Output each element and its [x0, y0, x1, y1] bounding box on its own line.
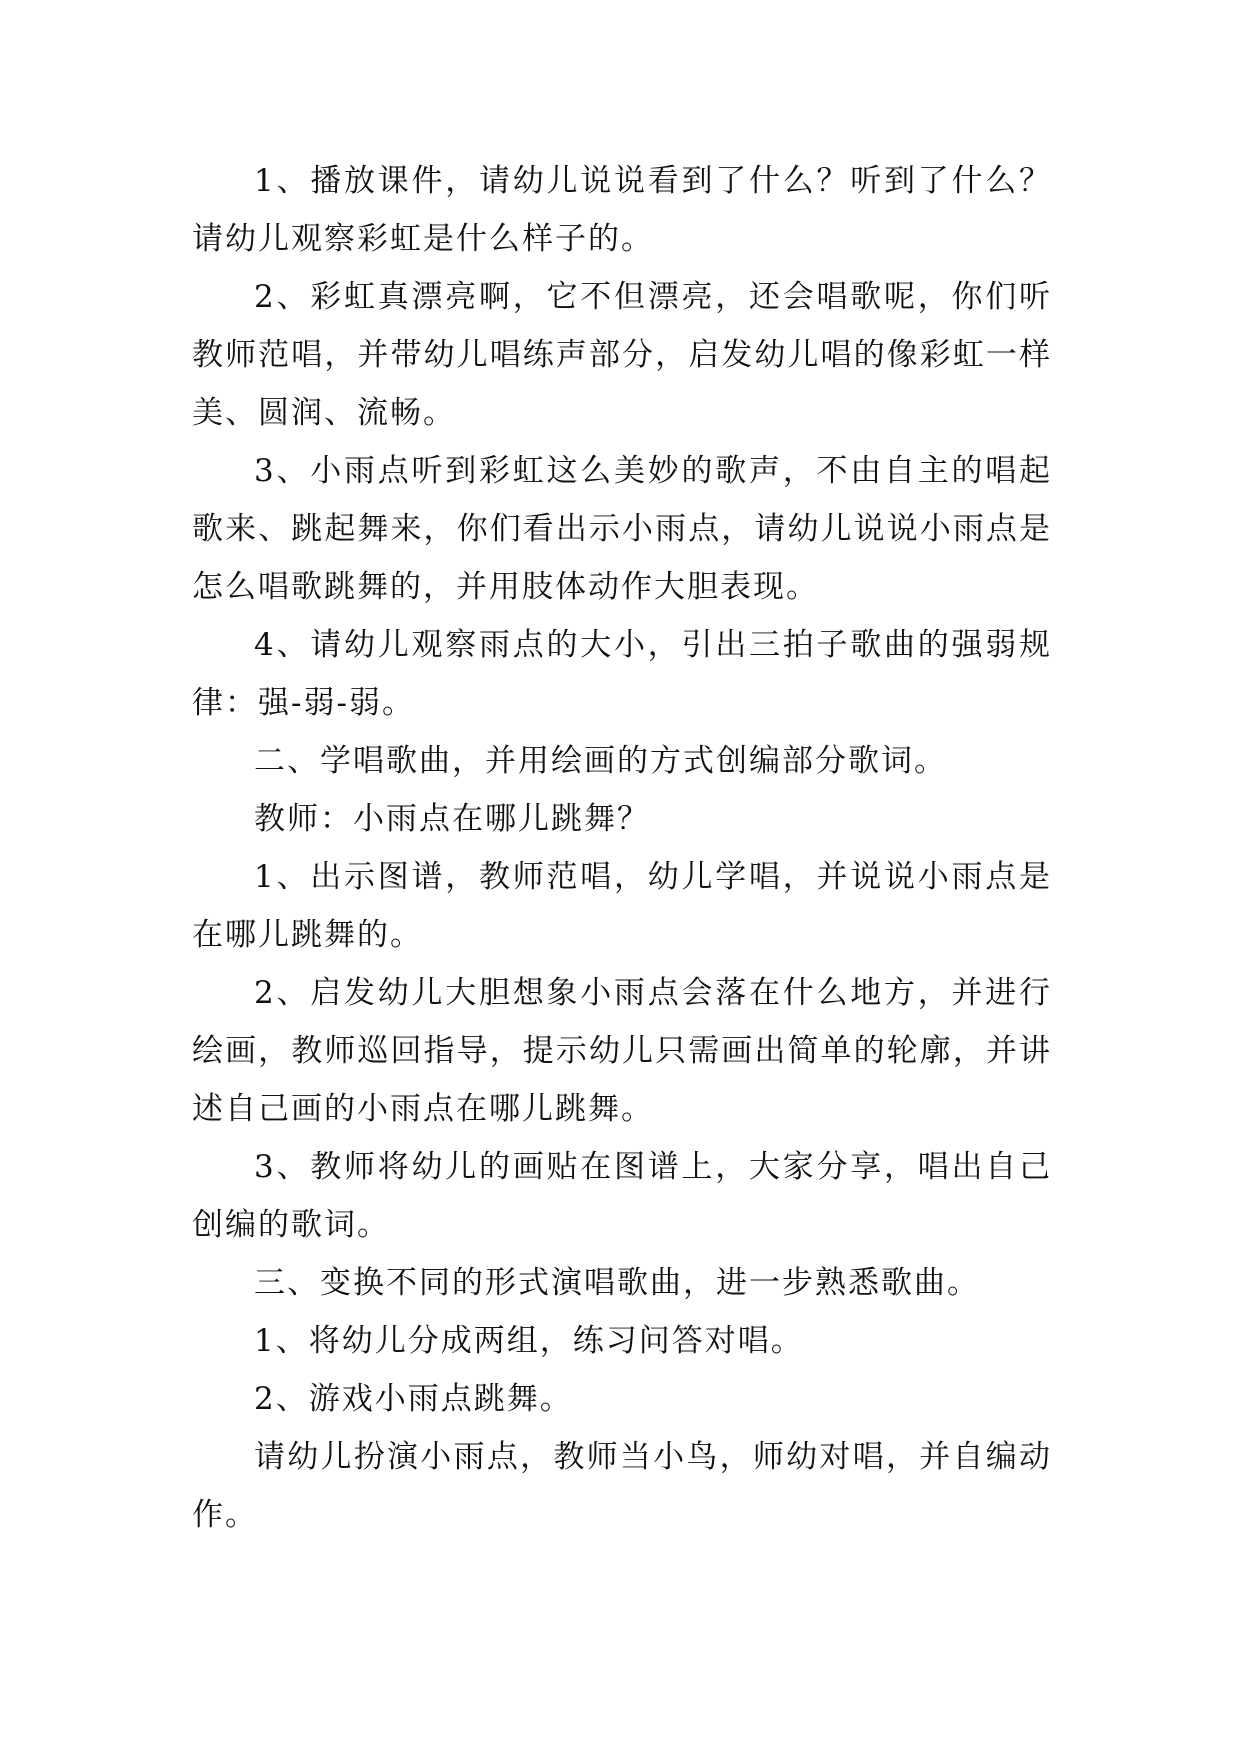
paragraph-1: 1、播放课件，请幼儿说说看到了什么？听到了什么？请幼儿观察彩虹是什么样子的。 — [192, 163, 1052, 257]
paragraph-5: 1、出示图谱，教师范唱，幼儿学唱，并说说小雨点是在哪儿跳舞的。 — [192, 859, 1052, 953]
paragraph-2: 2、彩虹真漂亮啊，它不但漂亮，还会唱歌呢，你们听教师范唱，并带幼儿唱练声部分，启发幼儿唱的像彩虹一样美、圆润、流畅。 — [192, 279, 1052, 431]
document-body — [192, 152, 1052, 1544]
section-heading-3: 三、变换不同的形式演唱歌曲，进一步熟悉歌曲。 — [254, 1265, 980, 1301]
teacher-question: 教师：小雨点在哪儿跳舞？ — [254, 801, 650, 837]
paragraph-10: 请幼儿扮演小雨点，教师当小鸟，师幼对唱，并自编动作。 — [192, 1439, 1052, 1533]
paragraph-7: 3、教师将幼儿的画贴在图谱上，大家分享，唱出自己创编的歌词。 — [192, 1149, 1052, 1243]
paragraph-6: 2、启发幼儿大胆想象小雨点会落在什么地方，并进行绘画，教师巡回指导，提示幼儿只需画出简单的轮廓，并讲述自己画的小雨点在哪儿跳舞。 — [192, 975, 1052, 1127]
paragraph-4: 4、请幼儿观察雨点的大小，引出三拍子歌曲的强弱规律：强-弱-弱。 — [192, 627, 1052, 721]
paragraph-8: 1、将幼儿分成两组，练习问答对唱。 — [254, 1323, 804, 1359]
section-heading-2: 二、学唱歌曲，并用绘画的方式创编部分歌词。 — [254, 743, 947, 779]
paragraph-3: 3、小雨点听到彩虹这么美妙的歌声，不由自主的唱起歌来、跳起舞来，你们看出示小雨点，请幼儿说说小雨点是怎么唱歌跳舞的，并用肢体动作大胆表现。 — [192, 453, 1052, 605]
paragraph-9: 2、游戏小雨点跳舞。 — [254, 1381, 573, 1417]
